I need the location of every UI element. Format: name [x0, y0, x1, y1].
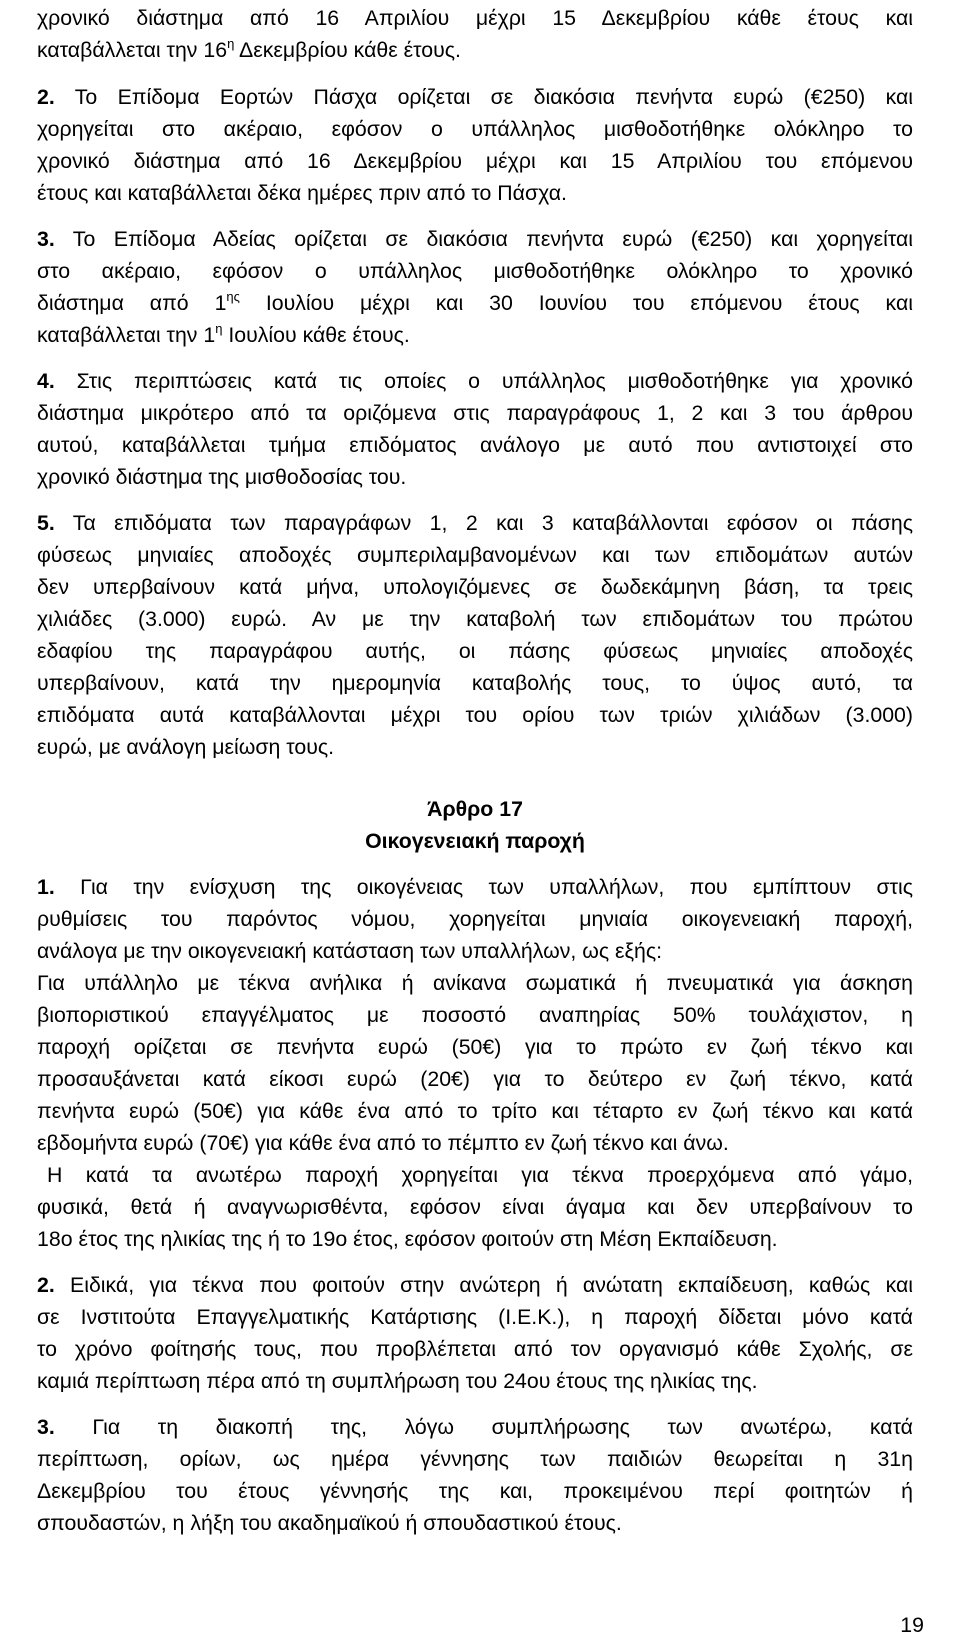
paragraph-number: 3. — [37, 227, 55, 251]
article-paragraph-3-line: Δεκεμβρίου του έτους γέννησής της και, προκειμένου περί φοιτητών ή — [37, 1479, 913, 1503]
paragraph-number: 3. — [37, 1415, 55, 1439]
paragraph-number: 1. — [37, 875, 55, 899]
paragraph-4-line: 4. Στις περιπτώσεις κατά τις οποίες ο υπάλληλος μισθοδοτήθηκε για χρονικό — [37, 369, 913, 393]
paragraph-2-line: έτους και καταβάλλεται δέκα ημέρες πριν από το Πάσχα. — [37, 181, 567, 205]
text-line: χρονικό διάστημα από 16 Απριλίου μέχρι 15 Δεκεμβρίου κάθε έτους και — [37, 6, 913, 30]
paragraph-4-line: χρονικό διάστημα της μισθοδοσίας του. — [37, 465, 407, 489]
paragraph-number: 4. — [37, 369, 55, 393]
paragraph-3-line: διάστημα από $1^{\eta\varsigma}$ Ιουλίου μέχρι και 30 Ιουνίου του επόμενου έτους και — [37, 289, 913, 315]
paragraph-2-line: χρονικό διάστημα από 16 Δεκεμβρίου μέχρι και 15 Απριλίου του επόμενου — [37, 149, 913, 173]
article-title: Οικογενειακή παροχή — [365, 829, 585, 853]
paragraph-number: 5. — [37, 511, 55, 535]
page-number: 19 — [900, 1613, 924, 1637]
paragraph-3-line: καταβάλλεται την $1^\eta$ Ιουλίου κάθε έτους. — [37, 321, 410, 347]
paragraph-5-line: χιλιάδες (3.000) ευρώ. Αν με την καταβολή των επιδομάτων του πρώτου — [37, 607, 913, 631]
article-paragraph-1-line: 18ο έτος της ηλικίας της ή το 19ο έτος, εφόσον φοιτούν στη Μέση Εκπαίδευση. — [37, 1227, 778, 1251]
article-paragraph-1-line: Για υπάλληλο με τέκνα ανήλικα ή ανίκανα σωματικά ή πνευματικά για άσκηση — [37, 971, 913, 995]
article-paragraph-1-line: πενήντα ευρώ (50€) για κάθε ένα από το τρίτο και τέταρτο εν ζωή τέκνο και κατά — [37, 1099, 913, 1123]
article-paragraph-1-line: προσαυξάνεται κατά είκοσι ευρώ (20€) για το δεύτερο εν ζωή τέκνο, κατά — [37, 1067, 913, 1091]
article-paragraph-3-line: περίπτωση, ορίων, ως ημέρα γέννησης των παιδιών θεωρείται η 31η — [37, 1447, 913, 1471]
paragraph-5-line: επιδόματα αυτά καταβάλλονται μέχρι του ορίου των τριών χιλιάδων (3.000) — [37, 703, 913, 727]
paragraph-3-line: 3. Το Επίδομα Αδείας ορίζεται σε διακόσια πενήντα ευρώ (€250) και χορηγείται — [37, 227, 913, 251]
paragraph-5-line: ευρώ, με ανάλογη μείωση τους. — [37, 735, 335, 759]
paragraph-4-line: διάστημα μικρότερο από τα οριζόμενα στις παραγράφους 1, 2 και 3 του άρθρου — [37, 401, 913, 425]
article-paragraph-1-line: Η κατά τα ανωτέρω παροχή χορηγείται για τέκνα προερχόμενα από γάμο, — [47, 1163, 913, 1187]
article-paragraph-1-line: εβδομήντα ευρώ (70€) για κάθε ένα από το πέμπτο εν ζωή τέκνο και άνω. — [37, 1131, 729, 1155]
article-paragraph-2-line: το χρόνο φοίτησής τους, που προβλέπεται από τον οργανισμό κάθε Σχολής, σε — [37, 1337, 913, 1361]
article-paragraph-1-line: παροχή ορίζεται σε πενήντα ευρώ (50€) για το πρώτο εν ζωή τέκνο και — [37, 1035, 913, 1059]
paragraph-2-line: χορηγείται στο ακέραιο, εφόσον ο υπάλληλος μισθοδοτήθηκε ολόκληρο το — [37, 117, 913, 141]
paragraph-number: 2. — [37, 1273, 55, 1297]
article-paragraph-1-line: ρυθμίσεις του παρόντος νόμου, χορηγείται μηνιαία οικογενειακή παροχή, — [37, 907, 913, 931]
article-paragraph-2-line: σε Ινστιτούτα Επαγγελματικής Κατάρτισης (Ι.Ε.Κ.), η παροχή δίδεται μόνο κατά — [37, 1305, 913, 1329]
article-paragraph-2-line: 2. Ειδικά, για τέκνα που φοιτούν στην ανώτερη ή ανώτατη εκπαίδευση, καθώς και — [37, 1273, 913, 1297]
superscript: ης — [226, 289, 240, 304]
paragraph-5-line: φύσεως μηνιαίες αποδοχές συμπεριλαμβανομένων και των επιδομάτων αυτών — [37, 543, 913, 567]
paragraph-2-line: 2. Το Επίδομα Εορτών Πάσχα ορίζεται σε διακόσια πενήντα ευρώ (€250) και — [37, 85, 913, 109]
paragraph-5-line: εδαφίου της παραγράφου αυτής, οι πάσης φύσεως μηνιαίες αποδοχές — [37, 639, 913, 663]
text-line: καταβάλλεται την $16^\eta$ Δεκεμβρίου κάθε έτους. — [37, 36, 461, 62]
superscript: η — [227, 36, 235, 51]
article-paragraph-1-line: βιοποριστικού επαγγέλματος με ποσοστό αναπηρίας 50% τουλάχιστον, η — [37, 1003, 913, 1027]
paragraph-5-line: υπερβαίνουν, κατά την ημερομηνία καταβολής τους, το ύψος αυτό, τα — [37, 671, 913, 695]
article-paragraph-2-line: καμιά περίπτωση πέρα από τη συμπλήρωση του 24ου έτους της ηλικίας της. — [37, 1369, 758, 1393]
article-paragraph-3-line: 3. Για τη διακοπή της, λόγω συμπλήρωσης των ανωτέρω, κατά — [37, 1415, 913, 1439]
paragraph-5-line: 5. Τα επιδόματα των παραγράφων 1, 2 και 3 καταβάλλονται εφόσον οι πάσης — [37, 511, 913, 535]
paragraph-4-line: αυτού, καταβάλλεται τμήμα επιδόματος ανάλογο με αυτό που αντιστοιχεί στο — [37, 433, 913, 457]
superscript: η — [215, 321, 223, 336]
article-paragraph-3-line: σπουδαστών, η λήξη του ακαδημαϊκού ή σπουδαστικού έτους. — [37, 1511, 622, 1535]
article-paragraph-1-line: φυσικά, θετά ή αναγνωρισθέντα, εφόσον είναι άγαμα και δεν υπερβαίνουν το — [37, 1195, 913, 1219]
paragraph-3-line: στο ακέραιο, εφόσον ο υπάλληλος μισθοδοτήθηκε ολόκληρο το χρονικό — [37, 259, 913, 283]
article-paragraph-1-line: 1. Για την ενίσχυση της οικογένειας των υπαλλήλων, που εμπίπτουν στις — [37, 875, 913, 899]
article-number: Άρθρο 17 — [427, 797, 523, 821]
paragraph-number: 2. — [37, 85, 55, 109]
paragraph-5-line: δεν υπερβαίνουν κατά μήνα, υπολογιζόμενες σε δωδεκάμηνη βάση, τα τρεις — [37, 575, 913, 599]
article-paragraph-1-line: ανάλογα με την οικογενειακή κατάσταση των υπαλλήλων, ως εξής: — [37, 939, 663, 963]
